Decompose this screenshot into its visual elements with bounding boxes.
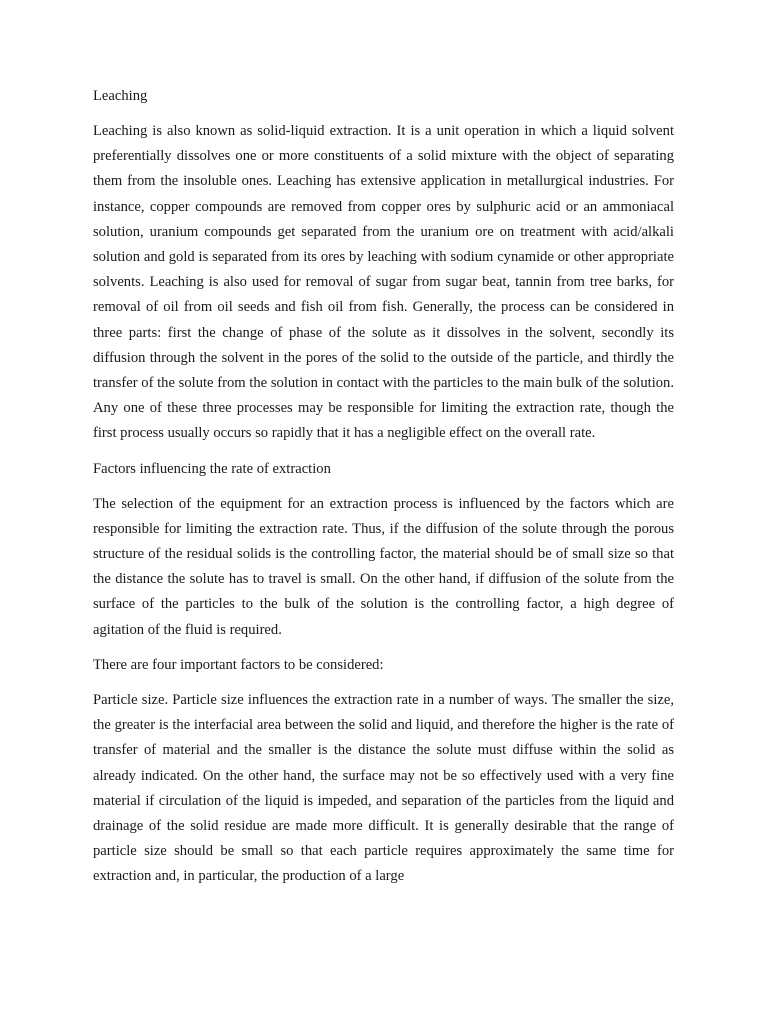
paragraph-leaching-definition: Leaching is also known as solid-liquid extraction. It is a unit operation in which a liquid solvent preferentially dissolves one or more constituents of a solid mixture with the object of separating them from the insoluble ones. Leaching has extensive application in metallurgical industries. For instance, copper compounds are removed from copper ores by sulphuric acid or an ammoniacal solution, uranium compounds get separated from the uranium ore on treatment with acid/alkali solution and gold is separated from its ores by leaching with sodium cynamide or other appropriate solvents. Leaching is also used for removal of sugar from sugar beat, tannin from tree barks, for removal of oil from oil seeds and fish oil from fish. Generally, the process can be considered in three parts: first the change of phase of the solute as it dissolves in the solvent, secondly its diffusion through the solvent in the pores of the solid to the outside of the particle, and thirdly the transfer of the solute from the solution in contact with the particles to the main bulk of the solution. Any one of these three processes may be responsible for limiting the extraction rate, though the first process usually occurs so rapidly that it has a negligible effect on the overall rate.: [93, 123, 674, 442]
section-heading-factors: Factors influencing the rate of extraction: [93, 460, 331, 477]
document-page: [93, 84, 674, 900]
paragraph-equipment-selection: The selection of the equipment for an extraction process is influenced by the factors which are responsible for limiting the extraction rate. Thus, if the diffusion of the solute through the porous structure of the residual solids is the controlling factor, the material should be of small size so that the distance the solute has to travel is small. On the other hand, if diffusion of the solute from the surface of the particles to the bulk of the solution is the controlling factor, a high degree of agitation of the fluid is required.: [93, 495, 674, 638]
paragraph-four-factors: There are four important factors to be considered:: [93, 656, 384, 673]
section-heading-leaching: Leaching: [93, 88, 148, 104]
paragraph-particle-size: Particle size. Particle size influences the extraction rate in a number of ways. The smaller the size, the greater is the interfacial area between the solid and liquid, and therefore the higher is the rate of transfer of material and the smaller is the distance the solute must diffuse within the solid as already indicated. On the other hand, the surface may not be so effectively used with a very fine material if circulation of the liquid is impeded, and separation of the particles from the liquid and drainage of the solid residue are made more difficult. It is generally desirable that the range of particle size should be small so that each particle requires approximately the same time for extraction and, in particular, the production of a large: [93, 692, 674, 885]
